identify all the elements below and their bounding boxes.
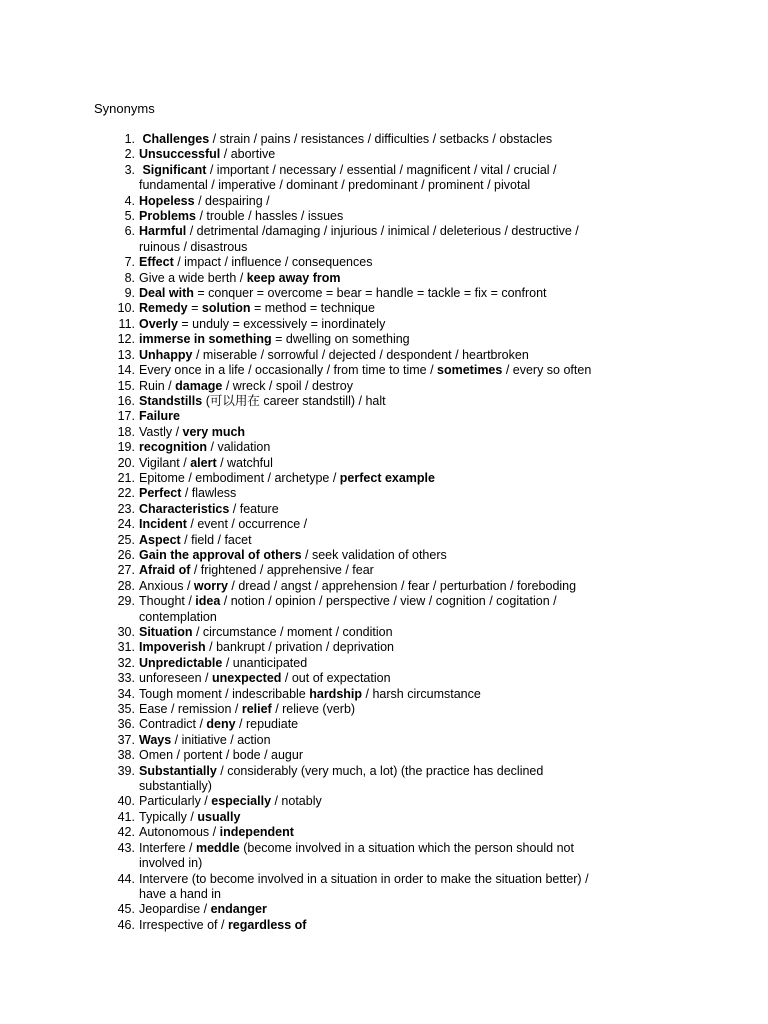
list-item-line xyxy=(139,717,728,732)
keyword-text: perfect example xyxy=(339,470,435,485)
list-item-number: 30. xyxy=(117,625,135,639)
list-item-line xyxy=(139,702,728,717)
list-item-number: 32. xyxy=(117,655,135,670)
list-item xyxy=(0,163,768,194)
keyword-text: usually xyxy=(197,809,241,824)
list-item xyxy=(0,841,768,872)
list-item-number: 34. xyxy=(117,686,135,701)
list-item-line xyxy=(139,733,728,748)
list-item xyxy=(0,502,768,517)
synonym-text: / notion / opinion / perspective / view / cognition / cogitation / xyxy=(220,594,557,609)
list-item-line xyxy=(139,363,728,378)
list-item-line xyxy=(139,563,728,578)
keyword-text: Perfect xyxy=(139,486,182,501)
list-item-number: 25. xyxy=(117,532,135,547)
list-item-number: 14. xyxy=(117,363,135,378)
synonym-text: Intervere (to become involved in a situation in order to make the situation better) / xyxy=(139,871,589,886)
list-item-line xyxy=(139,887,728,902)
keyword-text: deny xyxy=(206,717,236,732)
keyword-text: Overly xyxy=(139,316,178,331)
list-item xyxy=(0,563,768,578)
list-item-line xyxy=(139,902,728,917)
list-item-number: 20. xyxy=(117,455,135,470)
synonym-text: / strain / pains / resistances / difficulties / setbacks / obstacles xyxy=(209,132,553,146)
list-item-line xyxy=(139,224,728,239)
synonym-text: Ruin / xyxy=(139,378,176,393)
synonym-text: = unduly = excessively = inordinately xyxy=(177,316,386,331)
list-item-line xyxy=(139,394,728,409)
list-item xyxy=(0,209,768,224)
synonym-text: (become involved in a situation which the person should not xyxy=(239,840,574,855)
list-item-number: 40. xyxy=(117,794,135,809)
list-item-line xyxy=(139,748,728,763)
list-item xyxy=(0,440,768,455)
keyword-text: very much xyxy=(182,424,246,439)
synonym-text: / notably xyxy=(271,794,322,809)
list-item-line xyxy=(139,579,728,594)
list-item xyxy=(0,194,768,209)
list-item-number: 36. xyxy=(117,717,135,732)
keyword-text: Aspect xyxy=(139,532,181,547)
list-item-line xyxy=(139,610,728,625)
keyword-text: unexpected xyxy=(211,671,282,686)
list-item xyxy=(0,687,768,702)
list-item-number: 28. xyxy=(117,578,135,593)
list-item-number: 27. xyxy=(117,563,135,578)
synonym-text: Epitome / embodiment / archetype / xyxy=(139,470,340,485)
list-item xyxy=(0,332,768,347)
keyword-text: immerse in something xyxy=(139,332,272,347)
list-item-number: 5. xyxy=(124,209,135,224)
list-item-line xyxy=(139,301,728,316)
synonym-text: / watchful xyxy=(216,455,273,470)
list-item-number: 13. xyxy=(117,347,135,362)
list-item-line xyxy=(139,178,728,193)
list-item-line xyxy=(139,471,728,486)
synonym-text: involved in) xyxy=(139,856,203,871)
synonym-text: / feature xyxy=(229,501,279,516)
synonym-text: / despairing / xyxy=(194,193,270,208)
list-item-line xyxy=(139,656,728,671)
list-item-line xyxy=(139,348,728,363)
list-item xyxy=(0,764,768,795)
synonym-text: (可以用在 career standstill) / halt xyxy=(202,393,386,408)
list-item-line xyxy=(139,271,728,286)
keyword-text: hardship xyxy=(309,686,363,701)
list-item-line xyxy=(139,163,728,178)
keyword-text: Effect xyxy=(139,255,174,270)
synonym-text: Vastly / xyxy=(139,424,183,439)
synonym-text: / harsh circumstance xyxy=(362,686,481,701)
keyword-text: Impoverish xyxy=(139,640,206,655)
list-item xyxy=(0,255,768,270)
list-item xyxy=(0,702,768,717)
list-item-line xyxy=(139,209,728,224)
list-item-line xyxy=(139,240,728,255)
list-item-number: 18. xyxy=(117,424,135,439)
list-item xyxy=(0,656,768,671)
synonym-text: contemplation xyxy=(139,609,217,624)
keyword-text: Afraid of xyxy=(139,563,191,578)
keyword-text: Unpredictable xyxy=(139,655,223,670)
list-item xyxy=(0,717,768,732)
synonym-text: Irrespective of / xyxy=(139,917,228,932)
keyword-text: meddle xyxy=(195,840,240,855)
synonym-text: Autonomous / xyxy=(139,825,220,840)
list-item xyxy=(0,579,768,594)
list-item-line xyxy=(139,255,728,270)
list-item-number: 16. xyxy=(117,393,135,408)
list-item-line xyxy=(139,640,728,655)
list-item-number: 24. xyxy=(117,517,135,532)
keyword-text: worry xyxy=(193,578,228,593)
synonym-text: / impact / influence / consequences xyxy=(173,255,373,270)
list-item-line xyxy=(139,825,728,840)
list-item xyxy=(0,872,768,903)
keyword-text: Remedy xyxy=(139,301,188,316)
keyword-text: Failure xyxy=(139,409,180,424)
list-item-number: 29. xyxy=(117,594,135,609)
list-item-line xyxy=(139,132,728,147)
list-item xyxy=(0,733,768,748)
list-item-line xyxy=(139,456,728,471)
synonym-text: unforeseen / xyxy=(139,671,212,686)
list-item-number: 46. xyxy=(117,917,135,932)
list-item-number: 17. xyxy=(117,409,135,424)
list-item-number: 8. xyxy=(124,270,135,285)
synonym-text: Tough moment / indescribable xyxy=(139,686,310,701)
list-item xyxy=(0,594,768,625)
list-item-line xyxy=(139,517,728,532)
synonym-text: Vigilant / xyxy=(139,455,191,470)
synonym-text: Interfere / xyxy=(139,840,196,855)
synonym-text: / field / facet xyxy=(180,532,252,547)
list-item-line xyxy=(139,625,728,640)
list-item-number: 42. xyxy=(117,825,135,840)
list-item-number: 3. xyxy=(124,162,135,177)
keyword-text: Unhappy xyxy=(139,347,193,362)
synonym-text: Omen / portent / bode / augur xyxy=(139,748,303,763)
keyword-text: Hopeless xyxy=(139,193,195,208)
list-item-number: 21. xyxy=(117,470,135,485)
keyword-text: Situation xyxy=(139,625,193,639)
synonym-text: / miserable / sorrowful / dejected / despondent / heartbroken xyxy=(192,347,529,362)
keyword-text: Characteristics xyxy=(139,501,230,516)
keyword-text: keep away from xyxy=(246,270,341,285)
synonym-text: / abortive xyxy=(220,147,276,162)
keyword-text: especially xyxy=(211,794,272,809)
list-item-number: 33. xyxy=(117,671,135,686)
list-item-line xyxy=(139,918,728,933)
keyword-text: Problems xyxy=(139,209,196,224)
synonym-text: / validation xyxy=(207,440,271,455)
list-item-line xyxy=(139,409,728,424)
list-item xyxy=(0,301,768,316)
list-item-number: 41. xyxy=(117,809,135,824)
list-item-line xyxy=(139,872,728,887)
list-item-line xyxy=(139,486,728,501)
synonym-text: / detrimental /damaging / injurious / inimical / deleterious / destructive / xyxy=(186,224,579,239)
list-item-line xyxy=(139,764,728,779)
list-item xyxy=(0,471,768,486)
list-item xyxy=(0,825,768,840)
list-item xyxy=(0,317,768,332)
keyword-text: Deal with xyxy=(139,286,194,301)
list-item-number: 38. xyxy=(117,748,135,763)
list-item xyxy=(0,286,768,301)
synonym-text: / circumstance / moment / condition xyxy=(192,625,393,639)
list-item xyxy=(0,794,768,809)
list-item-line xyxy=(139,594,728,609)
keyword-text: Standstills xyxy=(139,393,203,408)
synonym-text: / relieve (verb) xyxy=(271,702,356,717)
list-item xyxy=(0,363,768,378)
list-item-number: 6. xyxy=(124,224,135,239)
list-item-line xyxy=(139,425,728,440)
list-item xyxy=(0,640,768,655)
list-item-line xyxy=(139,671,728,686)
synonym-text: / event / occurrence / xyxy=(186,517,308,532)
list-item-number: 2. xyxy=(124,147,135,162)
keyword-text: relief xyxy=(241,702,272,717)
list-item-number: 11. xyxy=(118,316,135,331)
keyword-text: Significant xyxy=(139,162,207,177)
synonym-text: substantially) xyxy=(139,779,212,794)
list-item-line xyxy=(139,533,728,548)
synonym-text: / unanticipated xyxy=(222,655,308,670)
list-item xyxy=(0,625,768,640)
synonym-text: / repudiate xyxy=(235,717,299,732)
list-item xyxy=(0,147,768,162)
keyword-text: Challenges xyxy=(139,132,210,146)
synonym-text: = dwelling on something xyxy=(271,332,410,347)
synonym-text: Contradict / xyxy=(139,717,207,732)
keyword-text: regardless of xyxy=(227,917,307,932)
list-item-line xyxy=(139,194,728,209)
list-item xyxy=(0,456,768,471)
synonym-text: / out of expectation xyxy=(281,671,391,686)
list-item xyxy=(0,379,768,394)
list-item xyxy=(0,409,768,424)
synonym-text: / trouble / hassles / issues xyxy=(195,209,344,224)
keyword-text: damage xyxy=(175,378,223,393)
synonym-text: / every so often xyxy=(502,363,592,378)
list-item-number: 39. xyxy=(117,763,135,778)
list-item xyxy=(0,533,768,548)
list-item-number: 31. xyxy=(117,640,135,655)
list-item-number: 4. xyxy=(124,193,135,208)
list-item-number: 7. xyxy=(124,255,135,270)
list-item-number: 37. xyxy=(117,732,135,747)
synonym-text: Typically / xyxy=(139,809,198,824)
document-title: Synonyms xyxy=(94,101,155,116)
list-item-number: 12. xyxy=(117,332,135,347)
synonym-text: / initiative / action xyxy=(171,732,271,747)
keyword-text: Gain the approval of others xyxy=(139,547,302,562)
keyword-text: Harmful xyxy=(139,224,187,239)
synonym-text: Jeopardise / xyxy=(139,902,211,917)
list-item-line xyxy=(139,317,728,332)
list-item-number: 35. xyxy=(117,702,135,717)
keyword-text: idea xyxy=(195,594,221,609)
list-item xyxy=(0,425,768,440)
synonym-text: = xyxy=(187,301,202,316)
synonym-text: / wreck / spoil / destroy xyxy=(222,378,353,393)
list-item-line xyxy=(139,379,728,394)
list-item xyxy=(0,902,768,917)
list-item xyxy=(0,132,768,147)
list-item-number: 15. xyxy=(117,378,135,393)
list-item-number: 45. xyxy=(117,902,135,917)
keyword-text: Substantially xyxy=(139,763,217,778)
synonym-text: / frightened / apprehensive / fear xyxy=(190,563,374,578)
list-item-line xyxy=(139,147,728,162)
synonym-text: Particularly / xyxy=(139,794,212,809)
list-item xyxy=(0,271,768,286)
list-item-number: 19. xyxy=(117,440,135,455)
list-item-number: 26. xyxy=(117,547,135,562)
list-item xyxy=(0,394,768,409)
keyword-text: Ways xyxy=(139,732,172,747)
list-item-line xyxy=(139,440,728,455)
list-item-number: 1. xyxy=(124,132,135,146)
list-item-line xyxy=(139,841,728,856)
list-item-line xyxy=(139,687,728,702)
list-item-line xyxy=(139,856,728,871)
synonym-list xyxy=(0,132,768,933)
synonym-text: / dread / angst / apprehension / fear / perturbation / foreboding xyxy=(227,578,577,593)
list-item-line xyxy=(139,286,728,301)
synonym-text: / seek validation of others xyxy=(301,547,447,562)
keyword-text: Incident xyxy=(139,517,187,532)
synonym-text: Thought / xyxy=(139,594,196,609)
list-item-line xyxy=(139,779,728,794)
synonym-text: Every once in a life / occasionally / from time to time / xyxy=(139,363,438,378)
list-item xyxy=(0,224,768,255)
synonym-text: / flawless xyxy=(181,486,237,501)
keyword-text: endanger xyxy=(210,902,267,917)
list-item-number: 44. xyxy=(117,871,135,886)
synonym-text: fundamental / imperative / dominant / predominant / prominent / pivotal xyxy=(139,178,531,193)
list-item-line xyxy=(139,810,728,825)
synonym-text: = method = technique xyxy=(250,301,375,316)
synonym-text: Anxious / xyxy=(139,578,194,593)
keyword-text: solution xyxy=(201,301,251,316)
keyword-text: independent xyxy=(219,825,294,840)
list-item xyxy=(0,548,768,563)
synonym-text: = conquer = overcome = bear = handle = tackle = fix = confront xyxy=(193,286,547,301)
synonym-text: / considerably (very much, a lot) (the practice has declined xyxy=(216,763,544,778)
list-item-number: 43. xyxy=(117,840,135,855)
list-item-number: 22. xyxy=(117,486,135,501)
synonym-text: ruinous / disastrous xyxy=(139,239,248,254)
list-item xyxy=(0,748,768,763)
keyword-text: alert xyxy=(190,455,217,470)
synonym-text: / bankrupt / privation / deprivation xyxy=(205,640,394,655)
keyword-text: recognition xyxy=(139,440,208,455)
list-item-number: 9. xyxy=(124,286,135,301)
list-item-number: 10. xyxy=(117,301,135,316)
list-item xyxy=(0,918,768,933)
list-item xyxy=(0,810,768,825)
list-item xyxy=(0,348,768,363)
synonym-text: Ease / remission / xyxy=(139,702,242,717)
synonym-text: Give a wide berth / xyxy=(139,270,247,285)
synonym-text: / important / necessary / essential / magnificent / vital / crucial / xyxy=(206,162,557,177)
synonym-text: have a hand in xyxy=(139,886,222,901)
list-item xyxy=(0,486,768,501)
keyword-text: sometimes xyxy=(437,363,503,378)
list-item-line xyxy=(139,502,728,517)
list-item xyxy=(0,671,768,686)
list-item xyxy=(0,517,768,532)
list-item-line xyxy=(139,794,728,809)
list-item-line xyxy=(139,332,728,347)
keyword-text: Unsuccessful xyxy=(139,147,221,162)
list-item-number: 23. xyxy=(117,501,135,516)
list-item-line xyxy=(139,548,728,563)
